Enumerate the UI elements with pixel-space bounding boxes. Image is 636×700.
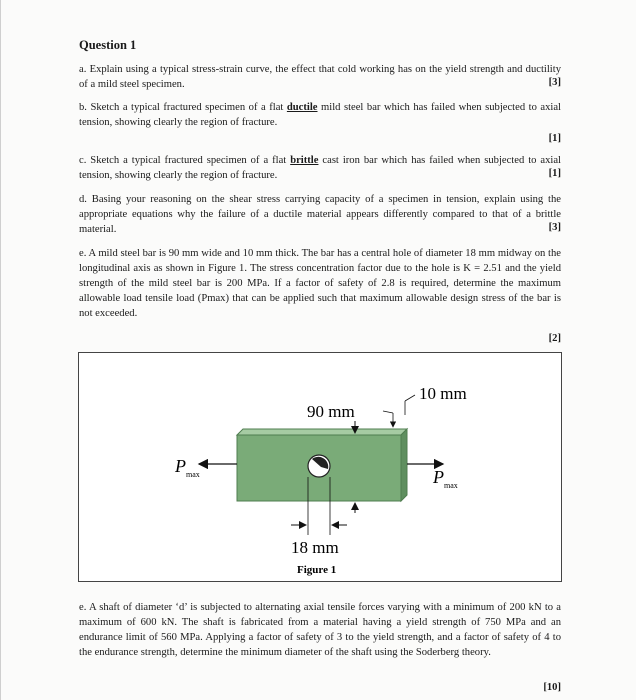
question-part-e-bar (79, 246, 561, 321)
question-part-c (79, 153, 561, 183)
width-label: 90 mm (307, 402, 355, 421)
left-load-symbol: P (175, 456, 186, 476)
thickness-leader-b (405, 395, 415, 401)
hole-diameter-label: 18 mm (291, 538, 339, 557)
part-a-mark: [3] (548, 77, 561, 88)
bar-side-face (401, 429, 407, 501)
part-e2-mark: [10] (543, 682, 561, 693)
part-e1-text: e. A mild steel bar is 90 mm wide and 10 mm thick. The bar has a central hole of diameter 18 mm midway on the longitudinal axis as shown in Figure 1. The stress concentration factor due to the hole is K = 2.51 and the yield strength of the mild steel bar is 200 MPa. If a factor of safety of 2.8 is required, determine the maximum allowable load tensile load (Pmax) that can be applied such that maximum allowable design stress of the bar is not exceeded. (79, 248, 561, 319)
part-c-mark: [1] (548, 168, 561, 179)
part-b-mark: [1] (548, 133, 561, 144)
question-part-d (79, 192, 561, 237)
question-title: Question 1 (79, 38, 137, 52)
part-a-text: a. Explain using a typical stress-strain curve, the effect that cold working has on the yield strength and ductility of a mild steel specimen. (79, 64, 561, 90)
question-part-e-shaft (79, 600, 561, 660)
figure-1-drawing (79, 353, 561, 581)
bar-top-face (237, 429, 407, 435)
left-load-subscript: max (186, 470, 200, 479)
figure-1 (78, 352, 562, 582)
right-load-subscript: max (444, 481, 458, 490)
figure-caption: Figure 1 (297, 564, 337, 576)
part-d-mark: [3] (548, 222, 561, 233)
part-c-text-before: c. Sketch a typical fractured specimen of a flat (79, 155, 291, 166)
part-b-emphasis: ductile (286, 102, 318, 113)
right-load-symbol: P (433, 467, 444, 487)
part-b-text-before: b. Sketch a typical fractured specimen of a flat (79, 102, 287, 113)
part-d-text: d. Basing your reasoning on the shear stress carrying capacity of a specimen in tension, explain using the appropriate equations why the failure of a ductile material appears differently compared to that of a brittle material. (79, 194, 561, 235)
question-part-a (79, 62, 561, 92)
question-part-b (79, 100, 561, 130)
part-e2-text: e. A shaft of diameter ‘d’ is subjected to alternating axial tensile forces varying with a minimum of 200 kN to a maximum of 600 kN. The shaft is fabricated from a material having a yield strength of 750 MPa and an endurance limit of 560 MPa. Applying a factor of safety of 3 to the yield strength, and a factor of safety of 4 to the endurance strength, determine the minimum diameter of the shaft using the Soderberg theory. (79, 602, 561, 658)
part-c-emphasis: brittle (290, 155, 319, 166)
part-e1-mark: [2] (548, 333, 561, 344)
part-b-text-after: mild steel bar which has failed when subjected to axial tension, showing clearly the region of fracture. (79, 102, 561, 128)
thickness-label: 10 mm (419, 384, 467, 403)
part-c-text-after: cast iron bar which has failed when subjected to axial tension, showing clearly the region of fracture. (79, 155, 561, 181)
thickness-leader-a (383, 411, 393, 413)
